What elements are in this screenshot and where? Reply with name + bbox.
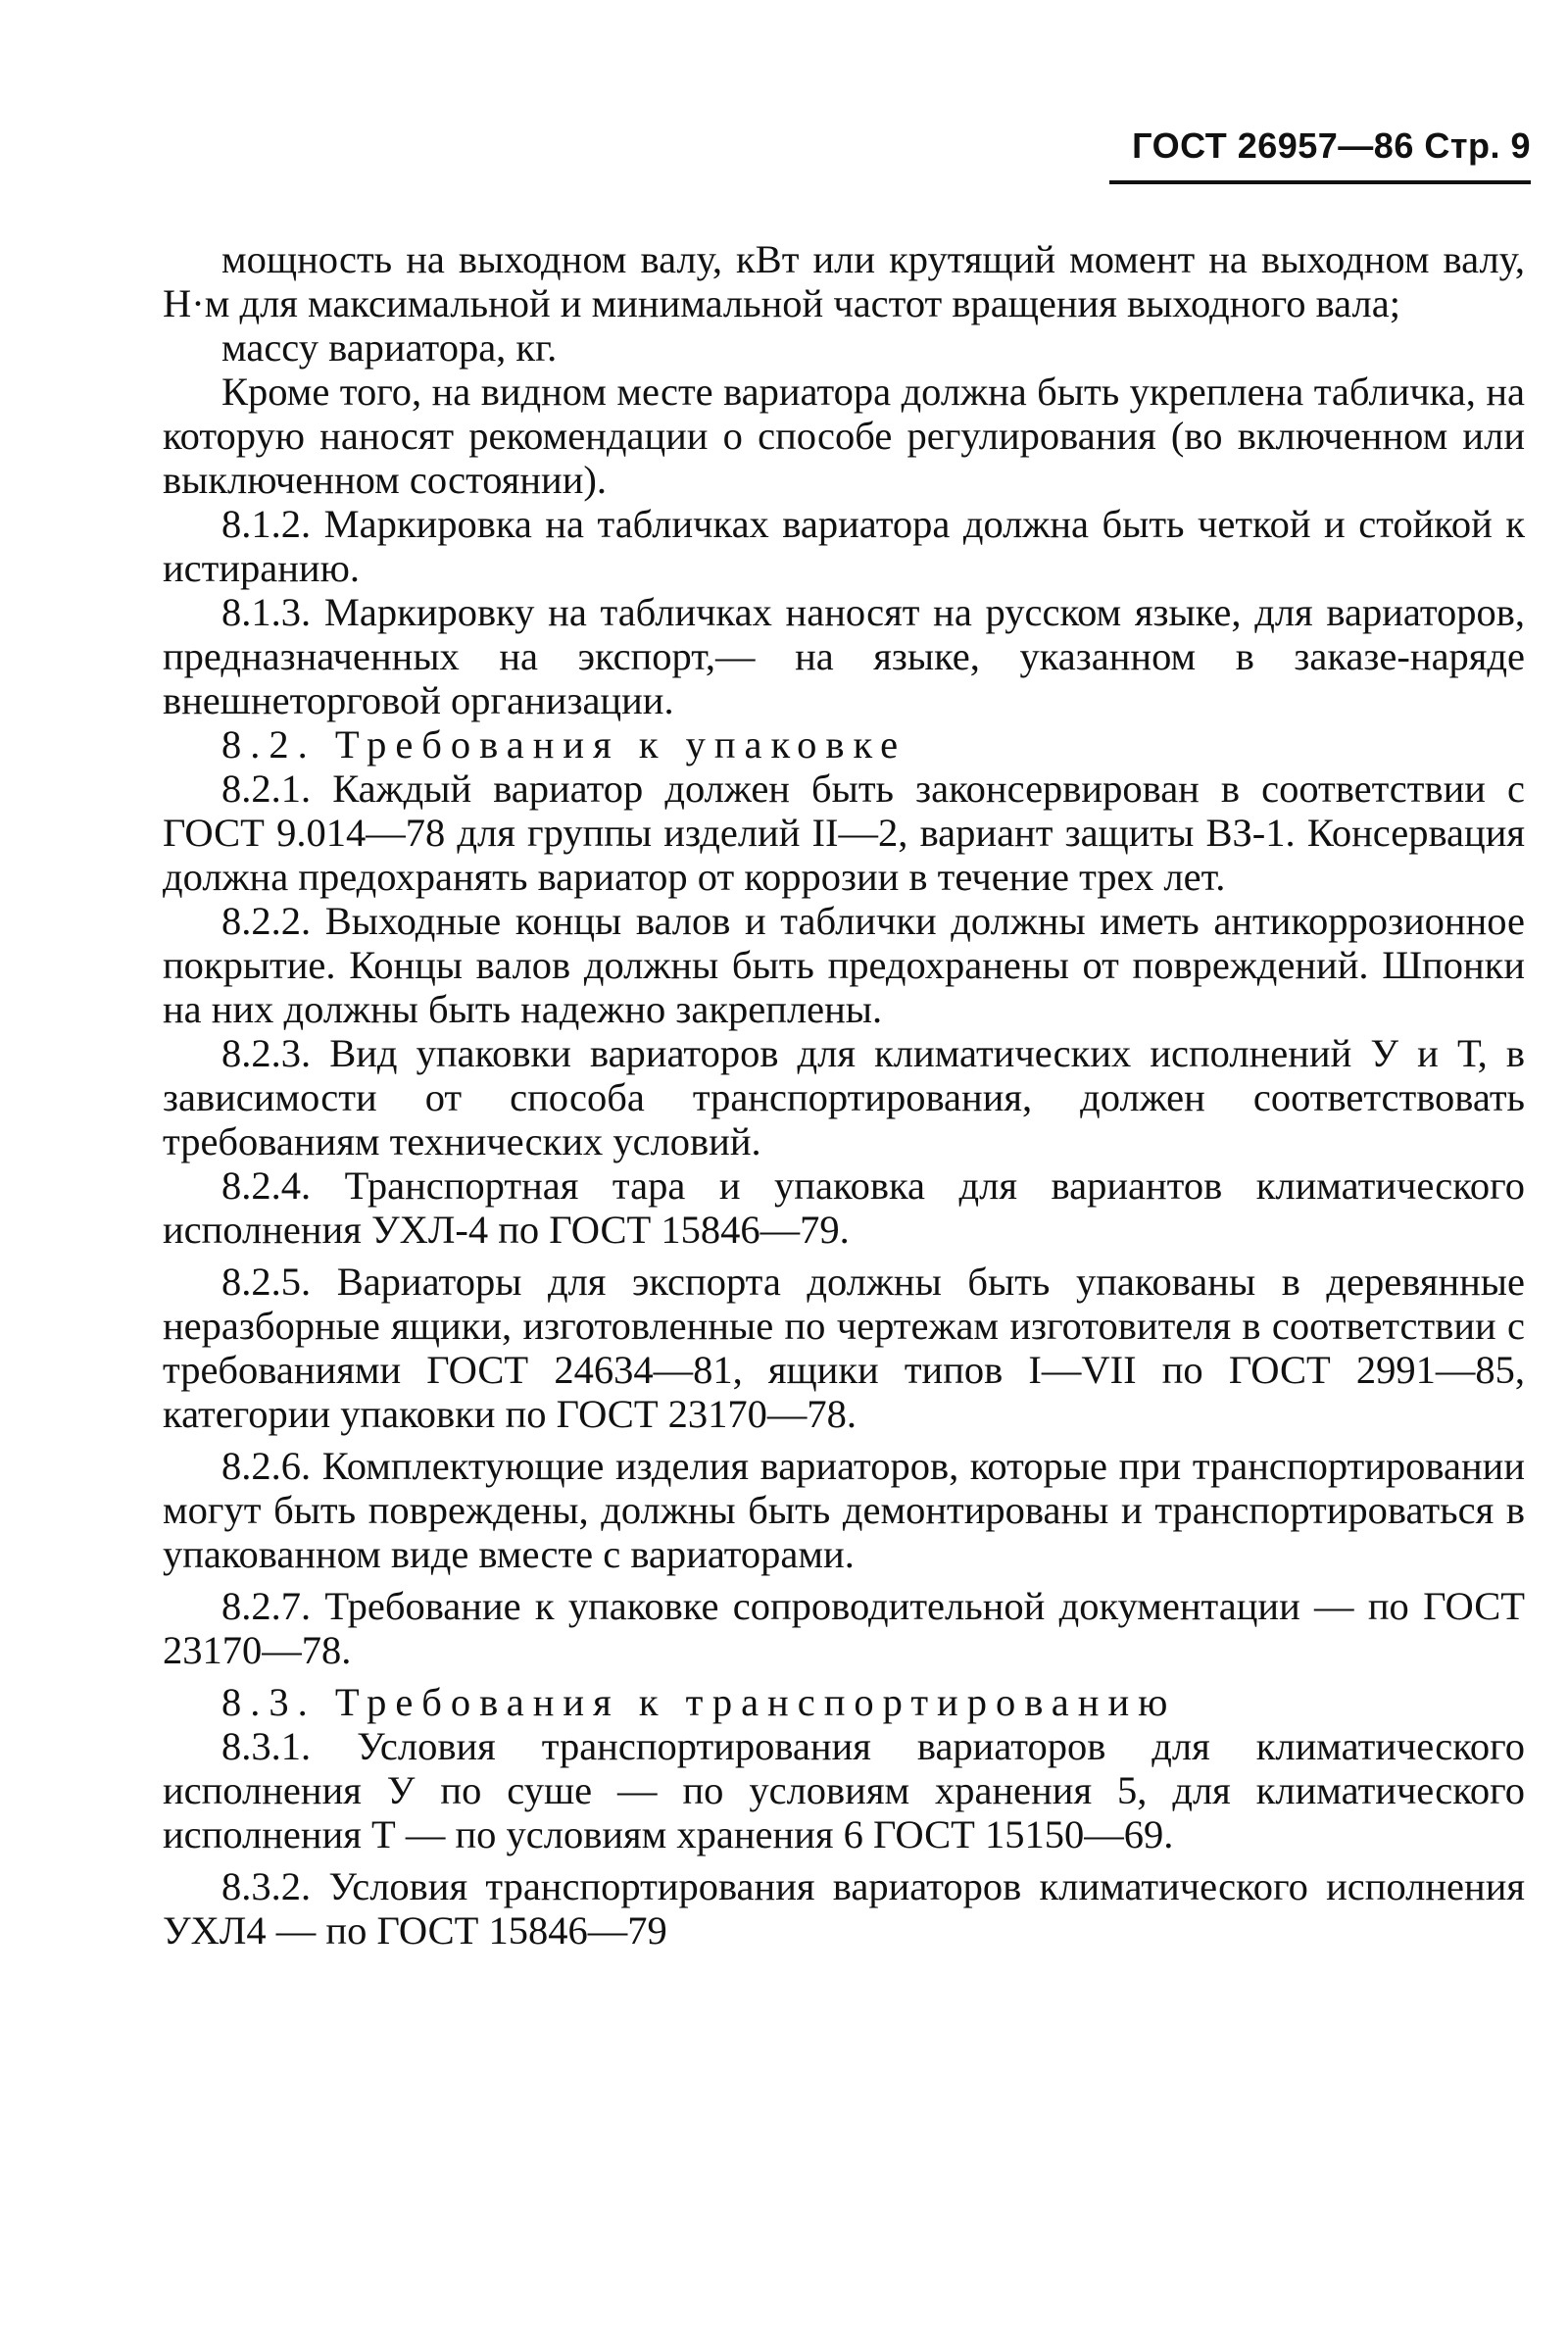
paragraph-8-2-1: 8.2.1. Каждый вариатор должен быть законсервирован в соответствии с ГОСТ 9.014—78 для группы изделий II—2, вариант защиты ВЗ-1. Консервация должна предохранять вариатор от коррозии в течение трех лет. [163, 767, 1525, 899]
paragraph-8-3-1: 8.3.1. Условия транспортирования вариаторов для климатического исполнения У по суше — по условиям хранения 5, для климатического исполнения Т — по условиям хранения 6 ГОСТ 15150—69. [163, 1724, 1525, 1856]
spacer [163, 1672, 1525, 1680]
spacer [163, 1576, 1525, 1584]
spacer [163, 1252, 1525, 1260]
heading-8-3: 8.3. Требования к транспортированию [221, 1680, 1177, 1724]
paragraph-8-2-7: 8.2.7. Требование к упаковке сопроводительной документации — по ГОСТ 23170—78. [163, 1584, 1525, 1672]
paragraph-plate: Кроме того, на видном месте вариатора должна быть укреплена табличка, на которую наносят рекомендации о способе регулирования (во включенном или выключенном состоянии). [163, 370, 1525, 502]
page-header: ГОСТ 26957—86 Стр. 9 [1132, 125, 1531, 166]
paragraph-8-2-6: 8.2.6. Комплектующие изделия вариаторов, которые при транспортировании могут быть повреждены, должны быть демонтированы и транспортироваться в упакованном виде вместе с вариаторами. [163, 1444, 1525, 1576]
paragraph-8-2-5: 8.2.5. Вариаторы для экспорта должны быть упакованы в деревянные неразборные ящики, изготовленные по чертежам изготовителя в соответствии с требованиями ГОСТ 24634—81, ящики типов I—VII по ГОСТ 2991—85, категории упаковки по ГОСТ 23170—78. [163, 1260, 1525, 1436]
body-text [163, 237, 1525, 1953]
paragraph-8-1-3: 8.1.3. Маркировку на табличках наносят на русском языке, для вариаторов, предназначенных на экспорт,— на языке, указанном в заказе-наряде внешнеторговой организации. [163, 590, 1525, 722]
paragraph-8-1-2: 8.1.2. Маркировка на табличках вариатора должна быть четкой и стойкой к истиранию. [163, 502, 1525, 590]
header-rule [1109, 180, 1531, 184]
paragraph-8-2-3: 8.2.3. Вид упаковки вариаторов для климатических исполнений У и Т, в зависимости от способа транспортирования, должен соответствовать требованиям технических условий. [163, 1031, 1525, 1163]
heading-8-2: 8.2. Требования к упаковке [221, 722, 907, 767]
spacer [163, 1856, 1525, 1864]
paragraph-8-2-4: 8.2.4. Транспортная тара и упаковка для вариантов климатического исполнения УХЛ-4 по ГОСТ 15846—79. [163, 1163, 1525, 1252]
paragraph-output-power: мощность на выходном валу, кВт или крутящий момент на выходном валу, Н·м для максимальной и минимальной частот вращения выходного вала; [163, 237, 1525, 325]
paragraph-8-3-2: 8.3.2. Условия транспортирования вариаторов климатического исполнения УХЛ4 — по ГОСТ 15846—79 [163, 1864, 1525, 1953]
paragraph-mass: массу вариатора, кг. [221, 325, 558, 370]
paragraph-8-2-2: 8.2.2. Выходные концы валов и таблички должны иметь антикоррозионное покрытие. Концы валов должны быть предохранены от повреждений. Шпонки на них должны быть надежно закреплены. [163, 899, 1525, 1031]
spacer [163, 1436, 1525, 1444]
